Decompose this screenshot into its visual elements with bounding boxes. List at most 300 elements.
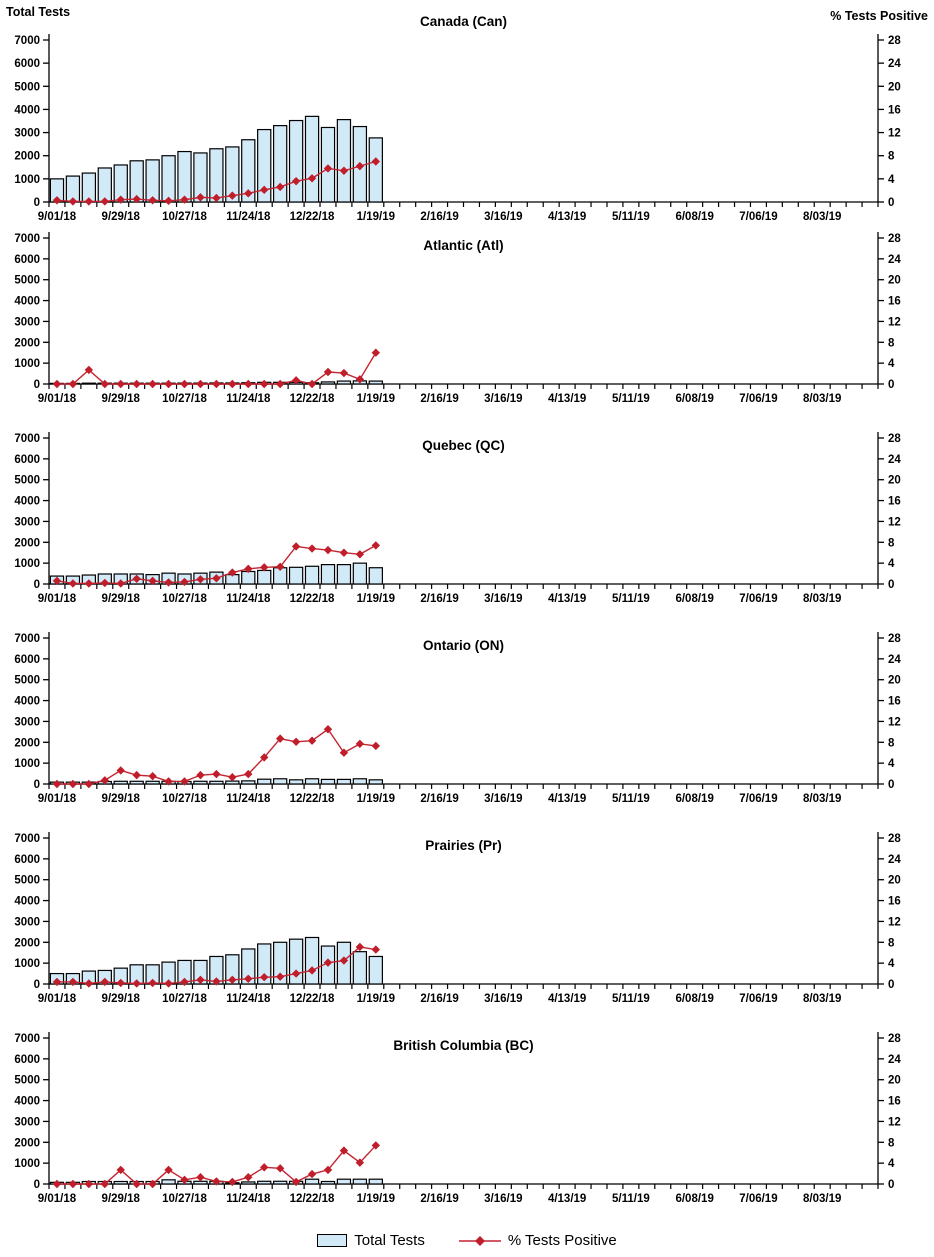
right-axis (878, 432, 901, 591)
svg-text:9/29/18: 9/29/18 (101, 993, 140, 1005)
svg-text:12/22/18: 12/22/18 (289, 593, 335, 605)
svg-text:20: 20 (888, 474, 901, 487)
bar (353, 952, 366, 984)
svg-text:9/29/18: 9/29/18 (101, 211, 140, 223)
bar (114, 1181, 127, 1184)
svg-text:6/08/19: 6/08/19 (675, 793, 714, 805)
data-point-marker (53, 380, 61, 388)
svg-text:28: 28 (888, 833, 901, 845)
svg-text:8: 8 (888, 150, 895, 163)
svg-text:2000: 2000 (14, 937, 40, 950)
bar (162, 156, 175, 202)
svg-text:3000: 3000 (14, 916, 40, 929)
chart-canada-can (0, 0, 934, 224)
bar (337, 779, 350, 784)
svg-text:9/01/18: 9/01/18 (37, 793, 77, 805)
bar (321, 1181, 334, 1184)
bar (369, 956, 382, 984)
data-point-marker (196, 1173, 204, 1181)
svg-text:10/27/18: 10/27/18 (162, 211, 207, 223)
legend-bar-swatch-icon (317, 1234, 347, 1247)
right-axis (878, 232, 901, 391)
bar (369, 138, 382, 202)
svg-text:2000: 2000 (14, 537, 40, 550)
data-point-marker (132, 771, 140, 779)
chart-prairies-pr (0, 824, 934, 1024)
svg-text:4/13/19: 4/13/19 (547, 993, 587, 1005)
left-axis (14, 632, 49, 791)
bars-total-tests (50, 116, 382, 202)
left-axis (14, 1032, 49, 1191)
svg-text:9/29/18: 9/29/18 (101, 393, 140, 405)
svg-text:1/19/19: 1/19/19 (356, 793, 396, 805)
svg-text:1000: 1000 (14, 1158, 40, 1171)
bar (274, 779, 287, 784)
svg-text:4000: 4000 (14, 895, 40, 908)
svg-text:5/11/19: 5/11/19 (612, 993, 650, 1005)
bar (305, 1179, 318, 1184)
svg-text:5000: 5000 (14, 474, 40, 487)
bar (337, 120, 350, 202)
svg-text:0: 0 (33, 379, 40, 391)
right-axis-title: % Tests Positive (830, 9, 928, 23)
svg-text:12: 12 (888, 1116, 901, 1129)
data-point-marker (276, 380, 284, 388)
svg-text:9/01/18: 9/01/18 (37, 211, 77, 223)
svg-text:11/24/18: 11/24/18 (226, 593, 271, 605)
bar (226, 781, 239, 784)
svg-text:3000: 3000 (14, 127, 40, 140)
svg-text:1/19/19: 1/19/19 (356, 593, 396, 605)
svg-text:0: 0 (888, 1179, 895, 1191)
svg-text:7/06/19: 7/06/19 (739, 393, 778, 405)
bar (337, 565, 350, 584)
bar (353, 779, 366, 784)
svg-text:1000: 1000 (14, 958, 40, 971)
svg-text:4/13/19: 4/13/19 (547, 793, 587, 805)
svg-text:3/16/19: 3/16/19 (484, 1193, 523, 1205)
svg-text:12/22/18: 12/22/18 (289, 1193, 335, 1205)
svg-text:5/11/19: 5/11/19 (612, 793, 650, 805)
svg-text:2000: 2000 (14, 337, 40, 350)
data-point-marker (196, 771, 204, 779)
left-axis (14, 832, 49, 991)
svg-text:0: 0 (33, 579, 40, 591)
data-point-marker (212, 770, 220, 778)
svg-text:0: 0 (888, 197, 895, 209)
bar (210, 781, 223, 784)
svg-text:6/08/19: 6/08/19 (675, 1193, 714, 1205)
svg-text:20: 20 (888, 674, 901, 687)
svg-text:11/24/18: 11/24/18 (226, 211, 271, 223)
svg-text:6000: 6000 (14, 453, 40, 466)
data-point-marker (340, 369, 348, 377)
svg-text:11/24/18: 11/24/18 (226, 393, 271, 405)
right-axis (878, 632, 901, 791)
svg-text:7/06/19: 7/06/19 (739, 1193, 778, 1205)
svg-text:9/29/18: 9/29/18 (101, 593, 140, 605)
svg-text:7/06/19: 7/06/19 (739, 793, 778, 805)
svg-text:3000: 3000 (14, 716, 40, 729)
svg-text:5/11/19: 5/11/19 (612, 593, 650, 605)
svg-text:1000: 1000 (14, 558, 40, 571)
bar (290, 780, 303, 784)
chart-british-columbia-bc (0, 1024, 934, 1224)
svg-text:3000: 3000 (14, 316, 40, 329)
svg-text:8: 8 (888, 937, 895, 950)
svg-text:5000: 5000 (14, 274, 40, 287)
bar (130, 781, 143, 784)
svg-text:8: 8 (888, 1137, 895, 1150)
data-point-marker (228, 1178, 236, 1186)
svg-text:28: 28 (888, 233, 901, 245)
svg-text:6000: 6000 (14, 853, 40, 866)
svg-text:4: 4 (888, 173, 895, 186)
bar (353, 563, 366, 584)
svg-text:20: 20 (888, 274, 901, 287)
svg-text:10/27/18: 10/27/18 (162, 593, 207, 605)
data-point-marker (372, 349, 380, 357)
data-point-marker (356, 740, 364, 748)
svg-text:0: 0 (33, 197, 40, 209)
svg-text:4: 4 (888, 558, 895, 571)
bar (146, 781, 159, 784)
svg-text:2/16/19: 2/16/19 (420, 593, 459, 605)
bar (162, 1180, 175, 1184)
svg-text:8/03/19: 8/03/19 (803, 793, 842, 805)
svg-text:6/08/19: 6/08/19 (675, 211, 714, 223)
data-point-marker (180, 380, 188, 388)
svg-text:5000: 5000 (14, 1074, 40, 1087)
bar (290, 121, 303, 202)
right-axis (878, 1032, 901, 1191)
svg-text:0: 0 (888, 579, 895, 591)
bar (305, 937, 318, 984)
svg-text:28: 28 (888, 633, 901, 645)
data-point-marker (372, 742, 380, 750)
left-axis (14, 34, 49, 209)
svg-text:12/22/18: 12/22/18 (289, 993, 335, 1005)
svg-text:7000: 7000 (14, 833, 40, 845)
data-point-marker (292, 738, 300, 746)
bar (82, 383, 95, 384)
svg-text:7/06/19: 7/06/19 (739, 211, 778, 223)
data-point-marker (260, 380, 268, 388)
bar (305, 566, 318, 584)
data-point-marker (117, 380, 125, 388)
data-point-marker (53, 1180, 61, 1188)
bar (321, 382, 334, 384)
svg-text:4/13/19: 4/13/19 (547, 593, 587, 605)
data-point-marker (196, 380, 204, 388)
bar (321, 779, 334, 784)
bar (114, 781, 127, 784)
x-axis (38, 384, 878, 405)
svg-text:8/03/19: 8/03/19 (803, 211, 842, 223)
svg-text:20: 20 (888, 1074, 901, 1087)
svg-text:6000: 6000 (14, 1053, 40, 1066)
svg-text:6000: 6000 (14, 253, 40, 266)
svg-text:3/16/19: 3/16/19 (484, 393, 523, 405)
svg-text:16: 16 (888, 895, 901, 908)
svg-text:16: 16 (888, 104, 901, 117)
data-point-marker (340, 549, 348, 557)
chart-quebec-qc (0, 424, 934, 624)
svg-text:7000: 7000 (14, 633, 40, 645)
svg-text:12/22/18: 12/22/18 (289, 793, 335, 805)
legend-item-total-tests (317, 1232, 425, 1249)
svg-text:10/27/18: 10/27/18 (162, 393, 207, 405)
svg-text:11/24/18: 11/24/18 (226, 1193, 271, 1205)
svg-text:16: 16 (888, 695, 901, 708)
chart-title: Atlantic (Atl) (423, 238, 504, 253)
svg-text:0: 0 (888, 779, 895, 791)
svg-text:8/03/19: 8/03/19 (803, 393, 842, 405)
bar (194, 1181, 207, 1184)
bar (98, 168, 111, 202)
bar (258, 570, 271, 584)
svg-text:3/16/19: 3/16/19 (484, 993, 523, 1005)
x-axis (38, 784, 878, 805)
svg-text:4/13/19: 4/13/19 (547, 1193, 587, 1205)
svg-text:9/01/18: 9/01/18 (37, 393, 77, 405)
bar (369, 568, 382, 584)
svg-text:2000: 2000 (14, 737, 40, 750)
svg-text:7/06/19: 7/06/19 (739, 593, 778, 605)
svg-text:2/16/19: 2/16/19 (420, 993, 459, 1005)
svg-text:6000: 6000 (14, 58, 40, 71)
data-point-marker (324, 546, 332, 554)
bar (242, 1182, 255, 1184)
svg-text:8/03/19: 8/03/19 (803, 993, 842, 1005)
svg-text:2/16/19: 2/16/19 (420, 393, 459, 405)
left-axis (14, 232, 49, 391)
bar (194, 781, 207, 784)
svg-text:9/29/18: 9/29/18 (101, 793, 140, 805)
svg-text:12: 12 (888, 516, 901, 529)
bar (178, 152, 191, 202)
svg-text:0: 0 (888, 979, 895, 991)
svg-text:0: 0 (33, 1179, 40, 1191)
svg-text:12: 12 (888, 916, 901, 929)
bar (369, 780, 382, 784)
x-axis (38, 1184, 878, 1205)
svg-text:6/08/19: 6/08/19 (675, 393, 714, 405)
left-axis (14, 432, 49, 591)
data-point-marker (356, 550, 364, 558)
svg-text:16: 16 (888, 1095, 901, 1108)
x-axis (38, 584, 878, 605)
svg-text:5/11/19: 5/11/19 (612, 393, 650, 405)
x-axis (38, 984, 878, 1005)
svg-text:1/19/19: 1/19/19 (356, 211, 396, 223)
chart-title: Ontario (ON) (423, 638, 504, 653)
legend (0, 1224, 934, 1257)
bar (353, 1179, 366, 1184)
svg-text:8/03/19: 8/03/19 (803, 1193, 842, 1205)
data-point-marker (69, 780, 77, 788)
svg-text:24: 24 (888, 253, 901, 266)
data-point-marker (69, 1180, 77, 1188)
svg-text:3/16/19: 3/16/19 (484, 593, 523, 605)
data-point-marker (132, 380, 140, 388)
svg-text:28: 28 (888, 35, 901, 47)
data-point-marker (228, 773, 236, 781)
svg-text:1000: 1000 (14, 173, 40, 186)
svg-text:9/01/18: 9/01/18 (37, 593, 77, 605)
svg-text:4000: 4000 (14, 495, 40, 508)
svg-text:2000: 2000 (14, 1137, 40, 1150)
svg-text:24: 24 (888, 853, 901, 866)
svg-text:9/01/18: 9/01/18 (37, 1193, 77, 1205)
svg-text:2/16/19: 2/16/19 (420, 793, 459, 805)
pct-positive-line (53, 725, 380, 788)
bar (258, 779, 271, 784)
svg-text:10/27/18: 10/27/18 (162, 1193, 207, 1205)
svg-text:5000: 5000 (14, 674, 40, 687)
bar (242, 571, 255, 584)
svg-text:4: 4 (888, 958, 895, 971)
svg-text:24: 24 (888, 1053, 901, 1066)
svg-text:24: 24 (888, 58, 901, 71)
svg-text:2/16/19: 2/16/19 (420, 1193, 459, 1205)
svg-text:24: 24 (888, 653, 901, 666)
svg-text:7000: 7000 (14, 433, 40, 445)
svg-text:16: 16 (888, 495, 901, 508)
legend-item-pct-positive (459, 1232, 617, 1249)
svg-text:3/16/19: 3/16/19 (484, 211, 523, 223)
svg-text:0: 0 (888, 379, 895, 391)
svg-text:11/24/18: 11/24/18 (226, 793, 271, 805)
bar (146, 160, 159, 202)
data-point-marker (53, 780, 61, 788)
bar (290, 567, 303, 584)
data-point-marker (308, 1170, 316, 1178)
x-axis (38, 202, 878, 223)
svg-text:2/16/19: 2/16/19 (420, 211, 459, 223)
svg-text:5/11/19: 5/11/19 (612, 1193, 650, 1205)
svg-text:1/19/19: 1/19/19 (356, 393, 396, 405)
data-point-marker (164, 380, 172, 388)
svg-text:8: 8 (888, 337, 895, 350)
data-point-marker (85, 780, 93, 788)
chart-title: British Columbia (BC) (393, 1038, 534, 1053)
svg-text:16: 16 (888, 295, 901, 308)
bar (305, 116, 318, 202)
svg-text:10/27/18: 10/27/18 (162, 793, 207, 805)
right-axis (878, 34, 901, 209)
data-point-marker (244, 1173, 252, 1181)
svg-text:8: 8 (888, 537, 895, 550)
svg-text:4000: 4000 (14, 104, 40, 117)
svg-text:4: 4 (888, 358, 895, 371)
right-axis (878, 832, 901, 991)
svg-text:9/29/18: 9/29/18 (101, 1193, 140, 1205)
bar (305, 779, 318, 784)
svg-text:7000: 7000 (14, 233, 40, 245)
svg-text:0: 0 (33, 779, 40, 791)
chart-title: Prairies (Pr) (425, 838, 502, 853)
svg-text:4: 4 (888, 758, 895, 771)
data-point-marker (212, 380, 220, 388)
bar (337, 381, 350, 384)
svg-text:12: 12 (888, 316, 901, 329)
svg-text:28: 28 (888, 433, 901, 445)
data-point-marker (148, 380, 156, 388)
svg-text:3/16/19: 3/16/19 (484, 793, 523, 805)
data-point-marker (340, 749, 348, 757)
bar (337, 1179, 350, 1184)
svg-text:0: 0 (33, 979, 40, 991)
svg-text:2000: 2000 (14, 150, 40, 163)
svg-text:10/27/18: 10/27/18 (162, 993, 207, 1005)
legend-diamond-icon (475, 1236, 485, 1246)
svg-text:8/03/19: 8/03/19 (803, 593, 842, 605)
svg-text:4000: 4000 (14, 295, 40, 308)
svg-text:11/24/18: 11/24/18 (226, 993, 271, 1005)
data-point-marker (148, 772, 156, 780)
chart-title: Quebec (QC) (422, 438, 505, 453)
svg-text:6000: 6000 (14, 653, 40, 666)
bar (321, 565, 334, 584)
bar (369, 381, 382, 384)
svg-text:20: 20 (888, 874, 901, 887)
svg-text:4000: 4000 (14, 1095, 40, 1108)
legend-line-swatch-icon (459, 1234, 501, 1248)
svg-text:3000: 3000 (14, 1116, 40, 1129)
svg-text:5000: 5000 (14, 81, 40, 94)
legend-label-pct-positive: % Tests Positive (507, 1232, 617, 1249)
svg-text:1000: 1000 (14, 358, 40, 371)
svg-text:6/08/19: 6/08/19 (675, 993, 714, 1005)
bars-total-tests (50, 937, 382, 984)
svg-text:12/22/18: 12/22/18 (289, 393, 335, 405)
left-axis-title: Total Tests (6, 5, 71, 19)
svg-text:4000: 4000 (14, 695, 40, 708)
data-point-marker (372, 541, 380, 549)
chart-atlantic-atl (0, 224, 934, 424)
svg-text:9/01/18: 9/01/18 (37, 993, 77, 1005)
data-point-marker (244, 380, 252, 388)
svg-text:1/19/19: 1/19/19 (356, 993, 396, 1005)
svg-text:4/13/19: 4/13/19 (547, 393, 587, 405)
svg-text:5/11/19: 5/11/19 (612, 211, 650, 223)
svg-text:5000: 5000 (14, 874, 40, 887)
svg-text:20: 20 (888, 81, 901, 94)
data-point-marker (372, 945, 380, 953)
svg-text:1000: 1000 (14, 758, 40, 771)
svg-text:1/19/19: 1/19/19 (356, 1193, 396, 1205)
svg-text:12: 12 (888, 716, 901, 729)
svg-text:12/22/18: 12/22/18 (289, 211, 335, 223)
chart-ontario-on (0, 624, 934, 824)
svg-text:3000: 3000 (14, 516, 40, 529)
chart-title: Canada (Can) (419, 14, 508, 29)
svg-text:4: 4 (888, 1158, 895, 1171)
svg-text:24: 24 (888, 453, 901, 466)
svg-text:8: 8 (888, 737, 895, 750)
data-point-marker (308, 544, 316, 552)
data-point-marker (260, 1163, 268, 1171)
svg-text:4/13/19: 4/13/19 (547, 211, 587, 223)
svg-text:7/06/19: 7/06/19 (739, 993, 778, 1005)
svg-text:12: 12 (888, 127, 901, 140)
bar (274, 1181, 287, 1184)
svg-text:6/08/19: 6/08/19 (675, 593, 714, 605)
bar (242, 781, 255, 784)
svg-text:7000: 7000 (14, 35, 40, 47)
data-point-marker (117, 766, 125, 774)
